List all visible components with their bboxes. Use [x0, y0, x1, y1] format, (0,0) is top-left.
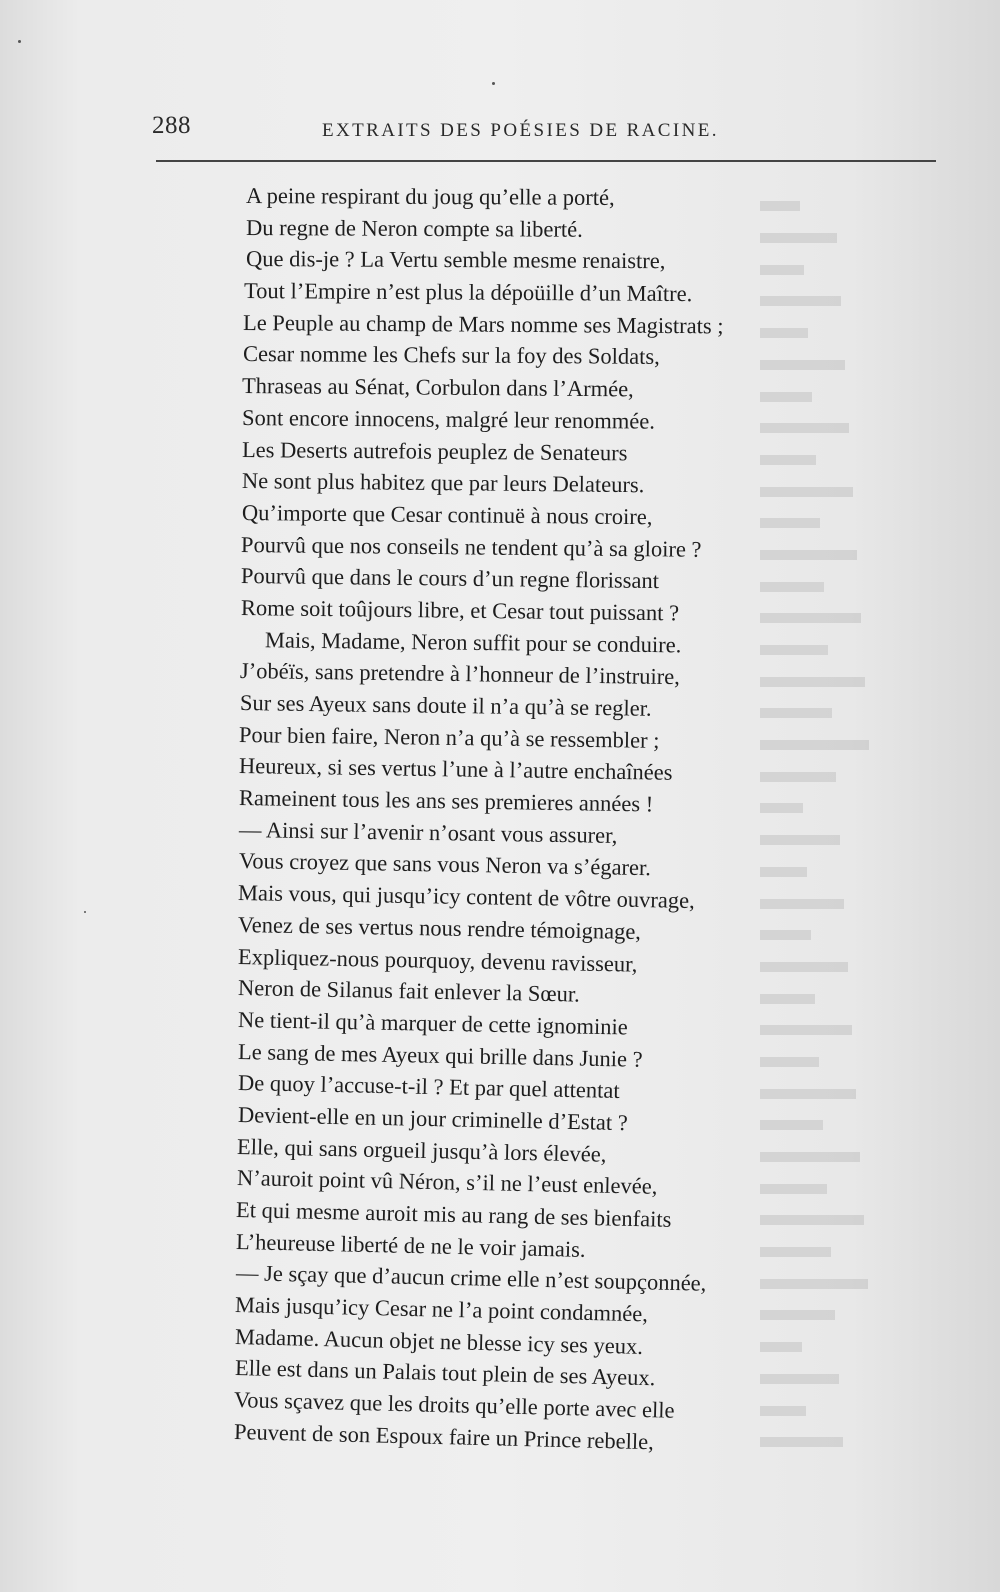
- paper-speck: [492, 82, 495, 85]
- verse-line: Mais, Madame, Neron suffit pour se conduire.: [264, 626, 682, 658]
- verse-line: Cesar nomme les Chefs sur la foy des Soldats,: [242, 341, 660, 370]
- poem-text: [233, 180, 838, 1455]
- verse-line: A peine respirant du joug qu’elle a porté,: [245, 183, 615, 210]
- verse-line: Elle est dans un Palais tout plein de ses Ayeux.: [234, 1355, 656, 1391]
- verse-line: Qu’importe que Cesar continuë à nous croire,: [241, 499, 653, 530]
- verse-line: Neron de Silanus fait enlever la Sœur.: [237, 975, 580, 1007]
- verse-line: De quoy l’accuse-t-il ? Et par quel attentat: [237, 1070, 620, 1104]
- verse-line: — Je sçay que d’aucun crime elle n’est soupçonnée,: [235, 1260, 707, 1297]
- verse-line: Venez de ses vertus nous rendre témoignage,: [237, 911, 642, 944]
- paper-speck: [84, 911, 86, 913]
- verse-line: Les Deserts autrefois peuplez de Senateurs: [241, 436, 628, 465]
- verse-line: Et qui mesme auroit mis au rang de ses bienfaits: [235, 1197, 672, 1232]
- verse-line: Rameinent tous les ans ses premieres années !: [238, 785, 654, 817]
- verse-line: J’obéïs, sans pretendre à l’honneur de l’instruire,: [239, 658, 681, 690]
- running-title: EXTRAITS DES POÉSIES DE RACINE.: [322, 120, 719, 141]
- verse-line: Du regne de Neron compte sa liberté.: [245, 214, 583, 242]
- verse-line: Mais jusqu’icy Cesar ne l’a point condamnée,: [234, 1292, 649, 1327]
- page-header: [150, 108, 930, 144]
- verse-line: Devient-elle en un jour criminelle d’Estat ?: [237, 1101, 629, 1136]
- verse-line: Heureux, si ses vertus l’une à l’autre enchaînées: [238, 753, 673, 786]
- verse-line: N’auroit point vû Néron, s’il ne l’eust enlevée,: [236, 1165, 658, 1200]
- verse-line: Le Peuple au champ de Mars nomme ses Magistrats ;: [242, 309, 724, 339]
- verse-line: Thraseas au Sénat, Corbulon dans l’Armée,: [241, 373, 634, 402]
- verse-line: Madame. Aucun objet ne blesse icy ses yeux.: [234, 1323, 644, 1359]
- verse-line: — Ainsi sur l’avenir n’osant vous assurer,: [238, 816, 618, 848]
- verse-line: Mais vous, qui jusqu’icy content de vôtre ouvrage,: [237, 880, 695, 914]
- verse-line: Tout l’Empire n’est plus la dépoüille d’un Maître.: [243, 278, 693, 307]
- verse-line: Ne sont plus habitez que par leurs Delateurs.: [241, 468, 645, 498]
- verse-line: Pourvû que nos conseils ne tendent qu’à sa gloire ?: [240, 531, 702, 562]
- page-number: 288: [152, 112, 191, 139]
- verse-line: Expliquez-nous pourquoy, devenu ravisseur,: [237, 943, 638, 977]
- header-rule: [156, 160, 936, 162]
- paper-speck: [18, 40, 21, 43]
- verse-line: Rome soit toûjours libre, et Cesar tout puissant ?: [240, 594, 680, 626]
- verse-line: Pourvû que dans le cours d’un regne florissant: [240, 563, 660, 594]
- verse-line: Pour bien faire, Neron n’a qu’à se ressembler ;: [238, 721, 660, 753]
- verse-line: Sont encore innocens, malgré leur renommée.: [241, 404, 656, 434]
- verse-line: L’heureuse liberté de ne le voir jamais.: [235, 1228, 586, 1262]
- verse-line: Vous sçavez que les droits qu’elle porte avec elle: [233, 1387, 675, 1423]
- verse-line: Ne tient-il qu’à marquer de cette ignominie: [237, 1006, 629, 1040]
- verse-line: Que dis-je ? La Vertu semble mesme renaistre,: [245, 246, 666, 274]
- verse-line: Sur ses Ayeux sans doute il n’a qu’à se regler.: [239, 690, 652, 721]
- verse-line: Vous croyez que sans vous Neron va s’égarer.: [238, 848, 652, 881]
- verse-line: Elle, qui sans orgueil jusqu’à lors élevée,: [236, 1133, 607, 1167]
- verse-line: Le sang de mes Ayeux qui brille dans Junie ?: [237, 1038, 643, 1072]
- verse-line: Peuvent de son Espoux faire un Prince rebelle,: [233, 1418, 655, 1455]
